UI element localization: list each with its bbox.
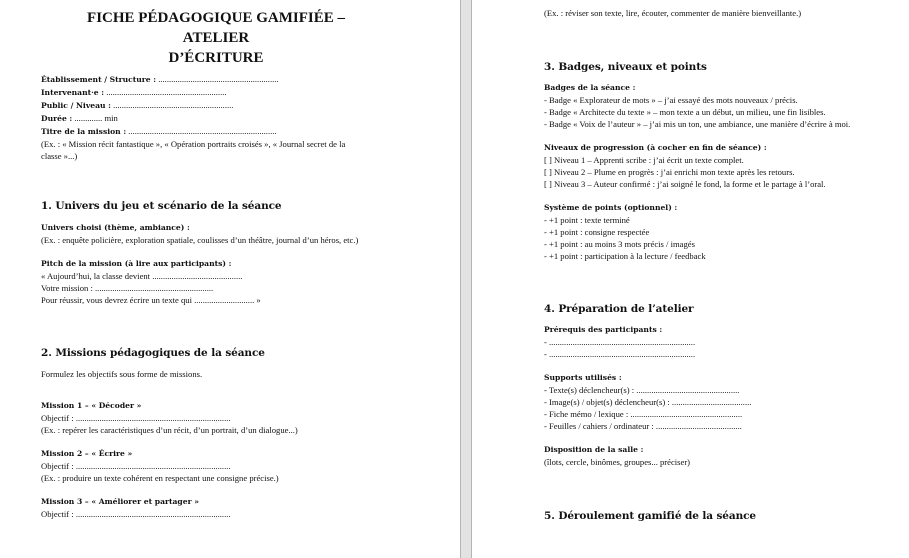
mission-objective[interactable]: Objectif : ........................................................................ (41, 413, 231, 423)
mission-objective[interactable]: Objectif : ........................................................................ (41, 509, 231, 519)
section-1-body (41, 222, 358, 306)
section-2-intro: Formulez les objectifs sous forme de missions. (41, 369, 203, 379)
pitch-label: Pitch de la mission (à lire aux participants) : (41, 259, 232, 268)
support-item[interactable]: - Texte(s) déclencheur(s) : ................................................ (544, 385, 740, 395)
levels-label: Niveaux de progression (à cocher en fin de séance) : (544, 143, 767, 152)
mission-objective[interactable]: Objectif : ........................................................................ (41, 461, 231, 471)
support-item[interactable]: - Image(s) / objet(s) déclencheur(s) : ..................................... (544, 397, 752, 407)
level-checkbox-item[interactable]: [ ] Niveau 3 – Auteur confirmé : j’ai soigné le fond, la forme et le partage à l’oral. (544, 179, 826, 189)
point-item: - +1 point : au moins 3 mots précis / imagés (544, 239, 695, 249)
point-item: - +1 point : texte terminé (544, 215, 630, 225)
pitch-line[interactable]: Votre mission : ....................................................... (41, 283, 214, 293)
prereq-label: Prérequis des participants : (544, 325, 663, 334)
room-hint: (îlots, cercle, binômes, groupes... préciser) (544, 457, 691, 467)
mission-1 (41, 400, 298, 436)
section-3-body (544, 82, 850, 262)
badge-item: - Badge « Voix de l’auteur » – j’ai mis un ton, une ambiance, une manière d’écrire à moi. (544, 119, 851, 129)
mission-example: (Ex. : repérer les caractéristiques d’un récit, d’un portrait, d’un dialogue...) (41, 425, 298, 435)
field-duree[interactable]: Durée : ............. min (41, 113, 118, 123)
field-intervenant[interactable]: Intervenant·e : ........................................................ (41, 87, 227, 97)
page-gutter (460, 0, 472, 558)
level-checkbox-item[interactable]: [ ] Niveau 2 – Plume en progrès : j’ai enrichi mon texte après les retours. (544, 167, 795, 177)
title-line-1: FICHE PÉDAGOGIQUE GAMIFIÉE – ATELIER (87, 10, 345, 46)
mission-title: Mission 1 – « Décoder » (41, 401, 142, 410)
badge-item: - Badge « Explorateur de mots » – j’ai essayé des mots nouveaux / précis. (544, 95, 798, 105)
level-checkbox-item[interactable]: [ ] Niveau 1 – Apprenti scribe : j’ai écrit un texte complet. (544, 155, 744, 165)
pitch-line[interactable]: Pour réussir, vous devrez écrire un texte qui ............................ » (41, 295, 261, 305)
section-3-heading: 3. Badges, niveaux et points (544, 61, 707, 73)
pitch-line[interactable]: « Aujourd’hui, la classe devient .......................................... (41, 271, 243, 281)
support-item[interactable]: - Fiche mémo / lexique : .................................................... (544, 409, 743, 419)
points-label: Système de points (optionnel) : (544, 203, 678, 212)
prereq-line[interactable]: - .................................................................... (544, 349, 696, 359)
document-page-2 (472, 0, 909, 558)
room-label: Disposition de la salle : (544, 445, 644, 454)
section-1-heading: 1. Univers du jeu et scénario de la séance (41, 200, 282, 212)
prereq-line[interactable]: - .................................................................... (544, 337, 696, 347)
title-line-2: D’ÉCRITURE (168, 50, 264, 66)
mission-example: (Ex. : produire un texte cohérent en respectant une consigne précise.) (41, 473, 279, 483)
universe-label: Univers choisi (thème, ambiance) : (41, 223, 190, 232)
mission-2 (41, 448, 279, 484)
section-4-body (544, 324, 751, 468)
point-item: - +1 point : consigne respectée (544, 227, 650, 237)
mission-3-example: (Ex. : réviser son texte, lire, écouter, commenter de manière bienveillante.) (544, 8, 802, 18)
universe-example: (Ex. : enquête policière, exploration spatiale, coulisses d’un théâtre, journal d’un héros, etc.) (41, 235, 359, 245)
header-fields (41, 73, 345, 162)
mission-3 (41, 496, 231, 520)
badges-label: Badges de la séance : (544, 83, 636, 92)
section-4-heading: 4. Préparation de l’atelier (544, 303, 694, 315)
title-example-line-1: (Ex. : « Mission récit fantastique », « Opération portraits croisés », « Journal secret de la (41, 139, 346, 149)
support-item[interactable]: - Feuilles / cahiers / ordinateur : ........................................ (544, 421, 742, 431)
field-titre-mission[interactable]: Titre de la mission : ..................................................................... (41, 126, 277, 136)
point-item: - +1 point : participation à la lecture / feedback (544, 251, 706, 261)
section-2-heading: 2. Missions pédagogiques de la séance (41, 347, 265, 359)
document-title (66, 8, 366, 68)
mission-title: Mission 3 – « Améliorer et partager » (41, 497, 199, 506)
badge-item: - Badge « Architecte du texte » – mon texte a un début, un milieu, une fin lisibles. (544, 107, 826, 117)
field-structure[interactable]: Établissement / Structure : ........................................................ (41, 74, 279, 84)
supports-label: Supports utilisés : (544, 373, 622, 382)
section-5-heading: 5. Déroulement gamifié de la séance (544, 510, 756, 522)
title-example-line-2: classe »...) (41, 151, 78, 161)
field-public[interactable]: Public / Niveau : ........................................................ (41, 100, 234, 110)
mission-title: Mission 2 – « Écrire » (41, 449, 133, 458)
